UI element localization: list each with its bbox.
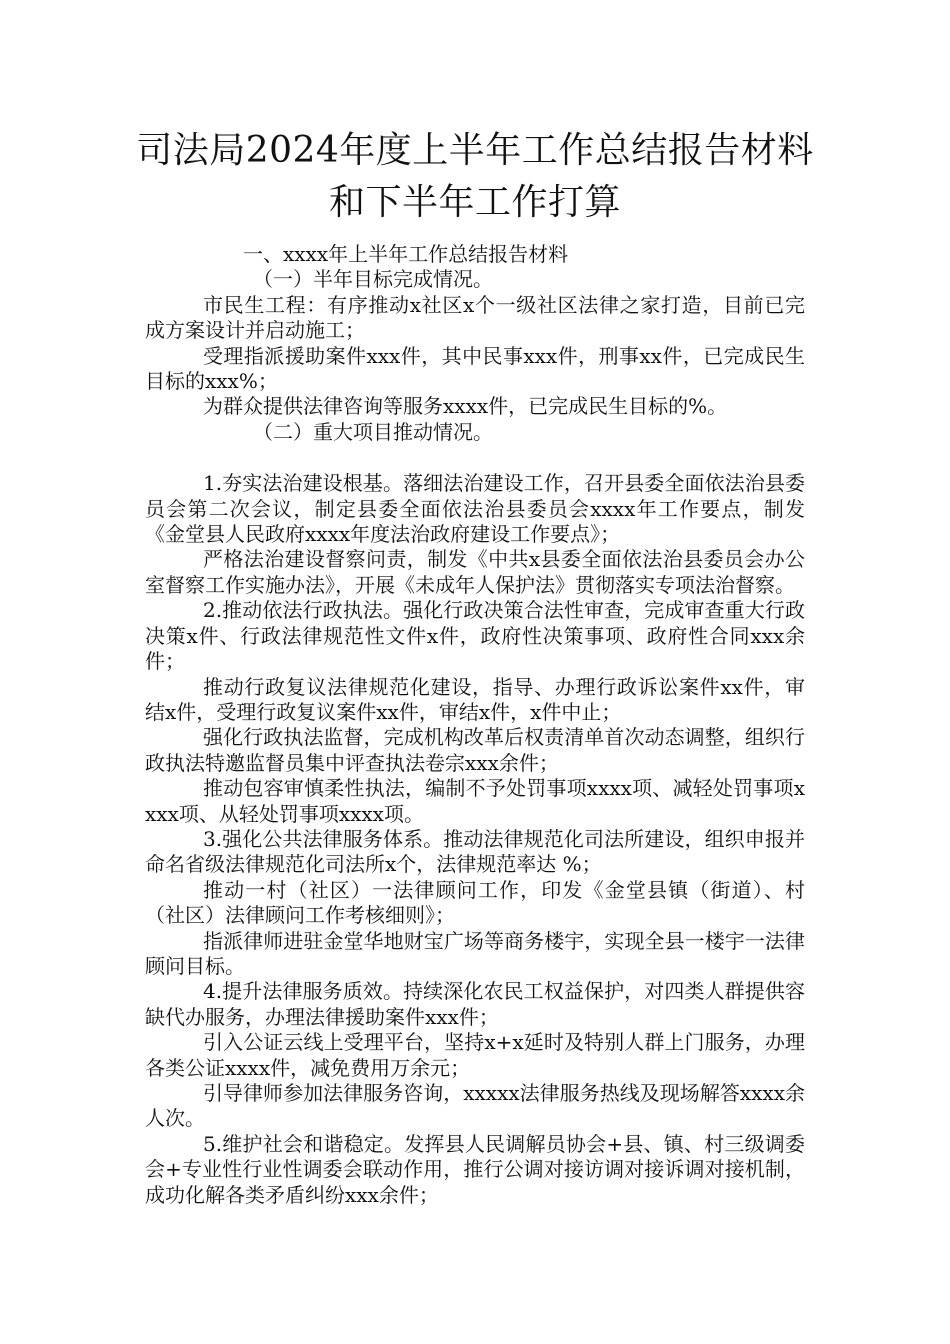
paragraph: 为群众提供法律咨询等服务xxxx件，已完成民生目标的%。	[203, 394, 728, 419]
paragraph: 推动行政复议法律规范化建设，指导、办理行政诉讼案件xx件，审结x件，受理行政复议案件xx件，审结x件，x件中止；	[145, 674, 805, 724]
paragraph: 推动一村（社区）一法律顾问工作，印发《金堂县镇（街道）、村（社区）法律顾问工作考核细则》；	[145, 877, 805, 928]
document-title-line-1: 司法局2024年度上半年工作总结报告材料	[136, 130, 814, 171]
paragraph: 引导律师参加法律服务咨询，xxxxx法律服务热线及现场解答xxxx余人次。	[145, 1081, 805, 1131]
paragraph: 严格法治建设督察问责，制发《中共x县委全面依法治县委员会办公室督察工作实施办法》，开展《未成年人保护法》贯彻落实专项法治督察。	[145, 547, 805, 597]
paragraph: 5.维护社会和谐稳定。发挥县人民调解员协会+县、镇、村三级调委会+专业性行业性调委会联动作用，推行公调对接访调对接诉调对接机制，成功化解各类矛盾纠纷xxx余件；	[145, 1131, 805, 1207]
paragraph: 指派律师进驻金堂华地财宝广场等商务楼宇，实现全县一楼宇一法律顾问目标。	[145, 928, 805, 978]
subsection-heading-2: （二）重大项目推动情况。	[253, 419, 493, 444]
paragraph: 2.推动依法行政执法。强化行政决策合法性审查，完成审查重大行政决策x件、行政法律规范性文件x件，政府性决策事项、政府性合同xxx余件；	[145, 598, 805, 674]
paragraph: 市民生工程：有序推动x社区x个一级社区法律之家打造，目前已完成方案设计并启动施工；	[145, 292, 805, 343]
paragraph: 4.提升法律服务质效。持续深化农民工权益保护，对四类人群提供容缺代办服务，办理法律援助案件xxx件；	[145, 979, 805, 1029]
document-title-line-2: 和下半年工作打算	[328, 182, 621, 223]
section-heading: 一、xxxx年上半年工作总结报告材料	[243, 242, 569, 266]
paragraph: 推动包容审慎柔性执法，编制不予处罚事项xxxx项、减轻处罚事项xxxx项、从轻处罚事项xxxx项。	[145, 776, 805, 826]
paragraph: 3.强化公共法律服务体系。推动法律规范化司法所建设，组织申报并命名省级法律规范化司法所x个，法律规范率达 %；	[145, 826, 805, 877]
paragraph: 引入公证云线上受理平台，坚持x+x延时及特别人群上门服务，办理各类公证xxxx件，减免费用万余元；	[145, 1030, 805, 1080]
paragraph: 1.夯实法治建设根基。落细法治建设工作，召开县委全面依法治县委员会第二次会议，制定县委全面依法治县委员会xxxx年工作要点，制发《金堂县人民政府xxxx年度法治政府建设工作要点》；	[145, 471, 805, 547]
paragraph: 强化行政执法监督，完成机构改革后权责清单首次动态调整，组织行政执法特邀监督员集中评查执法卷宗xxx余件；	[145, 725, 805, 775]
document-body	[145, 242, 805, 1208]
blank-line	[145, 445, 805, 471]
subsection-heading-1: （一）半年目标完成情况。	[253, 267, 493, 292]
paragraph: 受理指派援助案件xxx件，其中民事xxx件，刑事xx件，已完成民生目标的xxx%；	[145, 343, 805, 394]
